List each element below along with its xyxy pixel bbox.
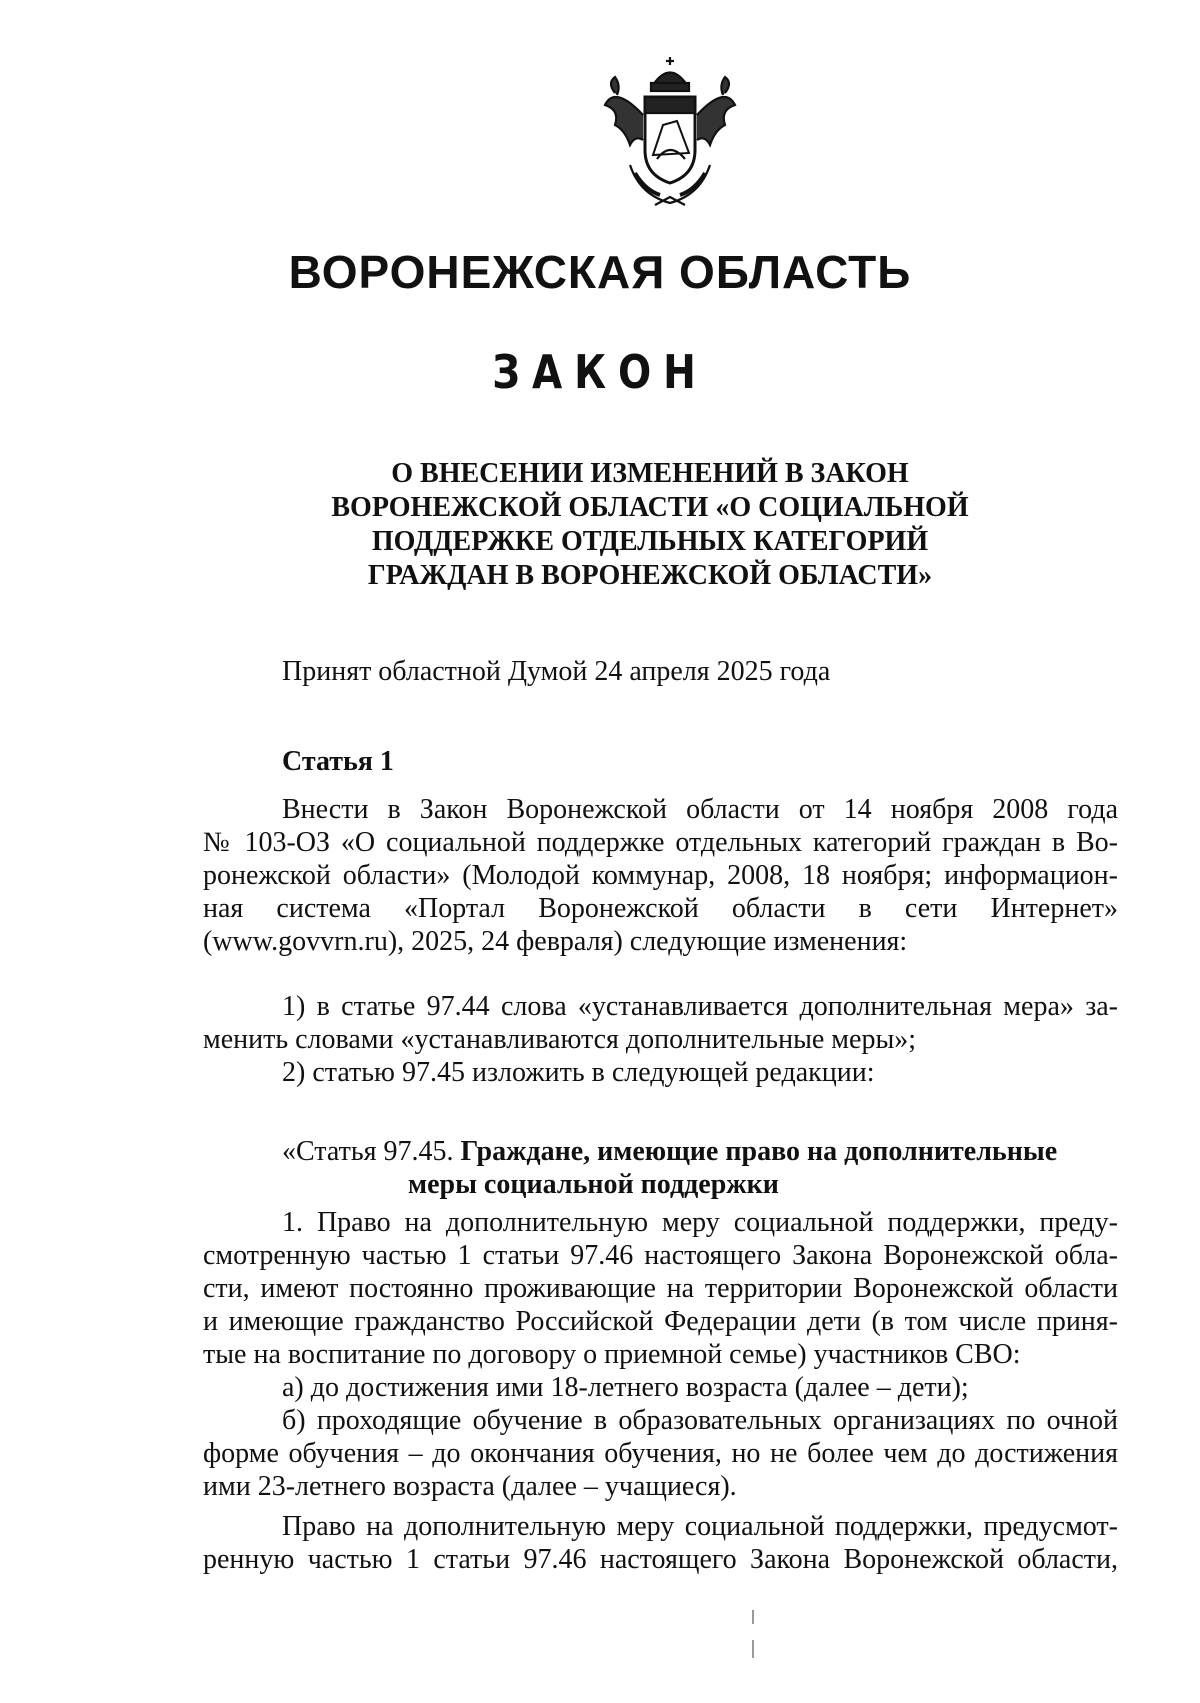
article-9745-title-cont: меры социальной поддержки	[408, 1169, 779, 1200]
article-9745-title: Граждане, имеющие право на дополнительные	[460, 1136, 1058, 1167]
paragraph-line: ими 23-летнего возраста (далее – учащиеся).	[203, 1471, 737, 1502]
paragraph-line: тые на воспитание по договору о приемной семье) участников СВО:	[203, 1339, 1021, 1370]
paragraph-line: (www.govvrn.ru), 2025, 24 февраля) следующие изменения:	[203, 926, 908, 957]
paragraph-line: б) проходящие обучение в образовательных организациях по очной	[282, 1405, 1118, 1436]
title-line: ВОРОНЕЖСКОЙ ОБЛАСТИ «О СОЦИАЛЬНОЙ	[331, 492, 969, 523]
scan-mark	[752, 1610, 754, 1624]
title-line: ГРАЖДАН В ВОРОНЕЖСКОЙ ОБЛАСТИ»	[367, 560, 933, 591]
paragraph-line: ронежской области» (Молодой коммунар, 2008, 18 ноября; информацион-	[203, 860, 1118, 891]
article-9745-prefix: «Статья 97.45.	[282, 1136, 454, 1167]
list-item: 2) статью 97.45 изложить в следующей редакции:	[282, 1057, 875, 1088]
paragraph-line: № 103-ОЗ «О социальной поддержке отдельных категорий граждан в Во-	[203, 827, 1118, 858]
document-type: ЗАКОН	[492, 345, 708, 399]
title-line: О ВНЕСЕНИИ ИЗМЕНЕНИЙ В ЗАКОН	[391, 458, 909, 489]
paragraph-line: Право на дополнительную меру социальной поддержки, предусмот-	[282, 1511, 1118, 1542]
paragraph-line: а) до достижения ими 18-летнего возраста (далее – дети);	[282, 1372, 969, 1403]
paragraph-line: Внести в Закон Воронежской области от 14 ноября 2008 года	[282, 794, 1118, 825]
article-9745-heading	[282, 1135, 1057, 1168]
law-title	[300, 457, 1000, 593]
paragraph-line: ная система «Портал Воронежской области в сети Интернет»	[203, 893, 1118, 924]
paragraph-line: форме обучения – до окончания обучения, но не более чем до достижения	[203, 1438, 1118, 1469]
title-line: ПОДДЕРЖКЕ ОТДЕЛЬНЫХ КАТЕГОРИЙ	[371, 526, 929, 557]
list-item: 1) в статье 97.44 слова «устанавливается дополнительная мера» за-	[282, 991, 1118, 1022]
paragraph-line: сти, имеют постоянно проживающие на территории Воронежской области	[203, 1273, 1118, 1304]
adoption-note: Принят областной Думой 24 апреля 2025 года	[282, 656, 831, 687]
scan-mark	[752, 1640, 754, 1658]
paragraph-line: смотренную частью 1 статьи 97.46 настоящего Закона Воронежской обла-	[203, 1240, 1118, 1271]
region-name: ВОРОНЕЖСКАЯ ОБЛАСТЬ	[288, 246, 912, 298]
paragraph-line: и имеющие гражданство Российской Федерации дети (в том числе приня-	[203, 1306, 1118, 1337]
paragraph-line: 1. Право на дополнительную меру социальной поддержки, преду-	[282, 1207, 1118, 1238]
paragraph-line: ренную частью 1 статьи 97.46 настоящего Закона Воронежской области,	[203, 1544, 1118, 1575]
list-item: менить словами «устанавливаются дополнительные меры»;	[203, 1024, 917, 1055]
coat-of-arms-icon	[585, 55, 755, 215]
article-1-heading: Статья 1	[282, 746, 394, 777]
